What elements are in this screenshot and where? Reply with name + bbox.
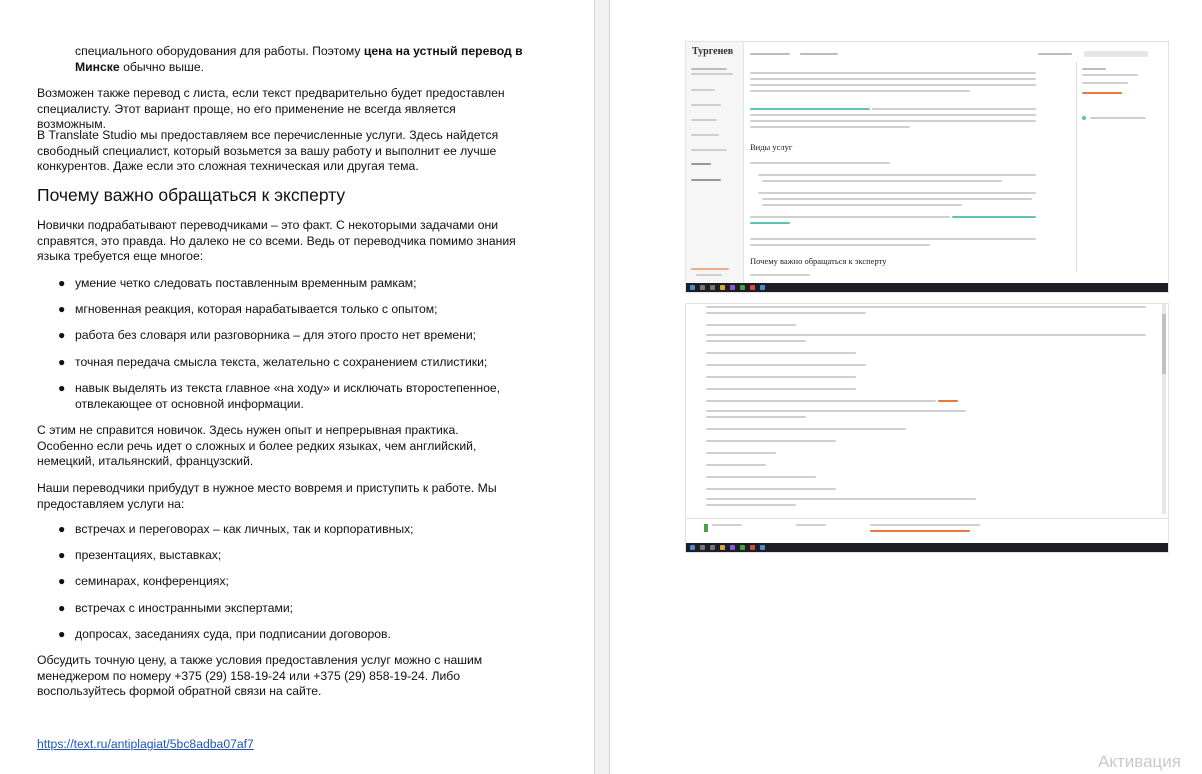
- thumbnail-heading: Почему важно обращаться к эксперту: [750, 256, 887, 266]
- text-run: обычно выше.: [123, 59, 205, 74]
- paragraph: Возможен также перевод с листа, если текст предварительно будет предоставлен специалисту. Этот вариант проще, но его применение не всегда является возможным.: [37, 86, 505, 132]
- thumbnail-logo: Тургенев: [692, 46, 734, 57]
- embedded-screenshot-editor: [686, 42, 1168, 292]
- thumbnail-section-title: Виды услуг: [750, 142, 793, 152]
- thumbnail-taskbar: [686, 543, 1168, 552]
- embedded-screenshot-document: [686, 304, 1168, 552]
- activation-watermark: Активация: [1098, 752, 1181, 771]
- list-item: навык выделять из текста главное «на ходу» и исключать второстепенное, отвлекающее от основной информации.: [75, 381, 501, 411]
- paragraph: С этим не справится новичок. Здесь нужен опыт и непрерывная практика. Особенно если речь идет о сложных и более редких языках, чем английский, немецкий, итальянский, французский.: [37, 423, 477, 469]
- thumbnail-taskbar: [686, 283, 1168, 292]
- thumbnail-sidebar: [686, 42, 744, 292]
- paragraph: Новички подрабатывают переводчиками – это факт. С некоторыми задачами они справятся, это правда. Но далеко не со всеми. Ведь от переводчика помимо знания языка требуется еще многое:: [37, 218, 516, 264]
- antiplagiat-link[interactable]: https://text.ru/antiplagiat/5bc8adba07af7: [37, 737, 254, 751]
- text-run: специального оборудования для работы. Поэтому: [75, 44, 361, 58]
- bullet: ●: [58, 276, 66, 290]
- bullet: ●: [58, 548, 66, 562]
- bullet: ●: [58, 627, 66, 641]
- list-item: работа без словаря или разговорника – для этого просто нет времени;: [75, 328, 477, 342]
- list-item: презентациях, выставках;: [75, 548, 222, 562]
- page-separator: [594, 0, 610, 774]
- bullet: ●: [58, 302, 66, 316]
- list-item: умение четко следовать поставленным временным рамкам;: [75, 276, 417, 290]
- document-page: [0, 0, 594, 774]
- list-item: встречах и переговорах – как личных, так и корпоративных;: [75, 522, 414, 536]
- list-item: семинарах, конференциях;: [75, 574, 229, 588]
- paragraph-continuation: [75, 44, 545, 75]
- paragraph: Наши переводчики прибудут в нужное место вовремя и приступить к работе. Мы предоставляем услуги на:: [37, 481, 497, 511]
- list-item: допросах, заседаниях суда, при подписании договоров.: [75, 627, 391, 641]
- list-item: точная передача смысла текста, желательно с сохранением стилистики;: [75, 355, 488, 369]
- bullet: ●: [58, 381, 66, 395]
- bullet: ●: [58, 355, 66, 369]
- bullet: ●: [58, 601, 66, 615]
- bullet: ●: [58, 522, 66, 536]
- paragraph: В Translate Studio мы предоставляем все перечисленные услуги. Здесь найдется свободный специалист, который возьмется за вашу работу и выполнит ее лучше конкурентов. Даже если это сложная техническая или другая тема.: [37, 128, 499, 174]
- bullet: ●: [58, 328, 66, 342]
- section-heading: Почему важно обращаться к эксперту: [37, 185, 346, 205]
- bullet: ●: [58, 574, 66, 588]
- image-pane: [610, 0, 1202, 774]
- list-item: мгновенная реакция, которая нарабатывается только с опытом;: [75, 302, 438, 316]
- paragraph: Обсудить точную цену, а также условия предоставления услуг можно с нашим менеджером по номеру +375 (29) 158-19-24 или +375 (29) 858-19-24. Либо воспользуйтесь формой обратной связи на сайте.: [37, 653, 483, 699]
- list-item: встречах с иностранными экспертами;: [75, 601, 294, 615]
- bold-text: цена на устный перевод в Минске: [75, 44, 523, 74]
